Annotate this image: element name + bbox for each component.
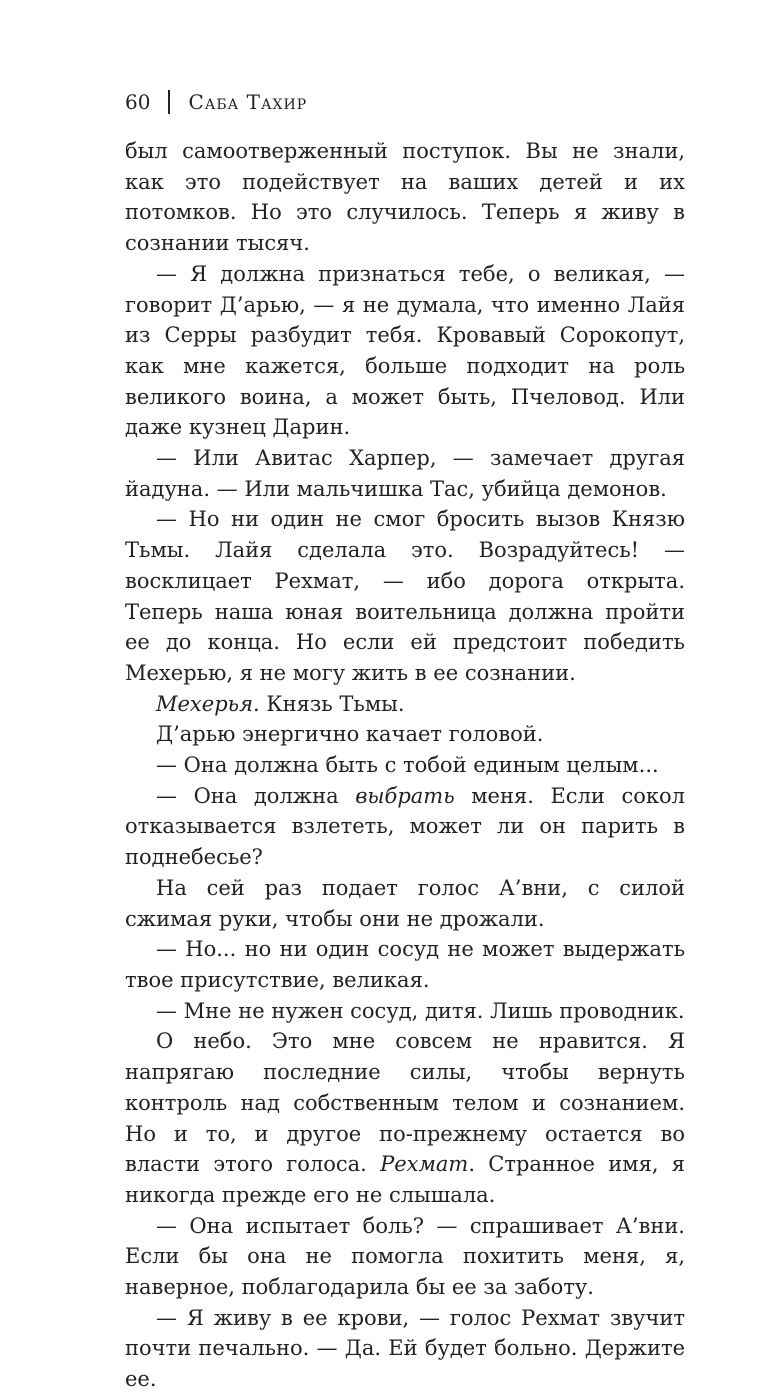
paragraph: — Я должна признаться тебе, о великая, — говорит Д’арью, — я не думала, что именно Лайя из Серры разбудит тебя. Кровавый Сорокопут, как мне кажется, больше подходит на роль великого воина, а может быть, Пчеловод. Или даже кузнец Дарин. (125, 261, 685, 440)
paragraph: — Я живу в ее крови, — голос Рехмат звучит почти печально. — Да. Ей будет больно. Держите ее. (125, 1305, 685, 1392)
paragraph: — Но... но ни один сосуд не может выдержать твое присутствие, великая. (125, 937, 685, 992)
page-number: 60 (125, 90, 151, 114)
paragraph: — Или Авитас Харпер, — замечает другая йадуна. — Или мальчишка Тас, убийца демонов. (125, 446, 685, 501)
paragraph: — Она испытает боль? — спрашивает А’вни. Если бы она не помогла похитить меня, я, наверное, поблагодарила бы ее за заботу. (125, 1213, 685, 1300)
paragraph: — Она должна выбрать меня. Если сокол отказывается взлететь, может ли он парить в поднебесье? (125, 783, 685, 870)
body-text (125, 136, 685, 1395)
italic-name: Рехмат (380, 1152, 469, 1177)
paragraph: Д’арью энергично качает головой. (156, 722, 544, 747)
author-name: Саба Тахир (188, 90, 308, 114)
italic-emphasis: выбрать (355, 783, 455, 808)
paragraph: На сей раз подает голос А’вни, с силой сжимая руки, чтобы они не дрожали. (125, 875, 685, 931)
paragraph: — Но ни один не смог бросить вызов Князю Тьмы. Лайя сделала это. Возрадуйтесь! — восклицает Рехмат, — ибо дорога открыта. Теперь наша юная воительница должна пройти ее до конца. Но если ей предстоит победить Мехерью, я не могу жить в ее сознании. (125, 507, 685, 685)
header-divider (168, 90, 170, 114)
running-head (125, 88, 307, 116)
paragraph: — Мне не нужен сосуд, дитя. Лишь проводник. (156, 998, 685, 1023)
italic-name: Мехерья (156, 691, 253, 716)
paragraph: был самоотверженный поступок. Вы не знали, как это подействует на ваших детей и их потомков. Но это случилось. Теперь я живу в сознании тысяч. (125, 139, 685, 256)
paragraph: — Она должна быть с тобой единым целым... (156, 753, 659, 778)
paragraph: Мехерья. Князь Тьмы. (156, 691, 405, 716)
paragraph: О небо. Это мне совсем не нравится. Я напрягаю последние силы, чтобы вернуть контроль над собственным телом и сознанием. Но и то, и другое по-прежнему остается во власти этого голоса. Рехмат. Странное имя, я никогда прежде его не слышала. (125, 1029, 686, 1207)
